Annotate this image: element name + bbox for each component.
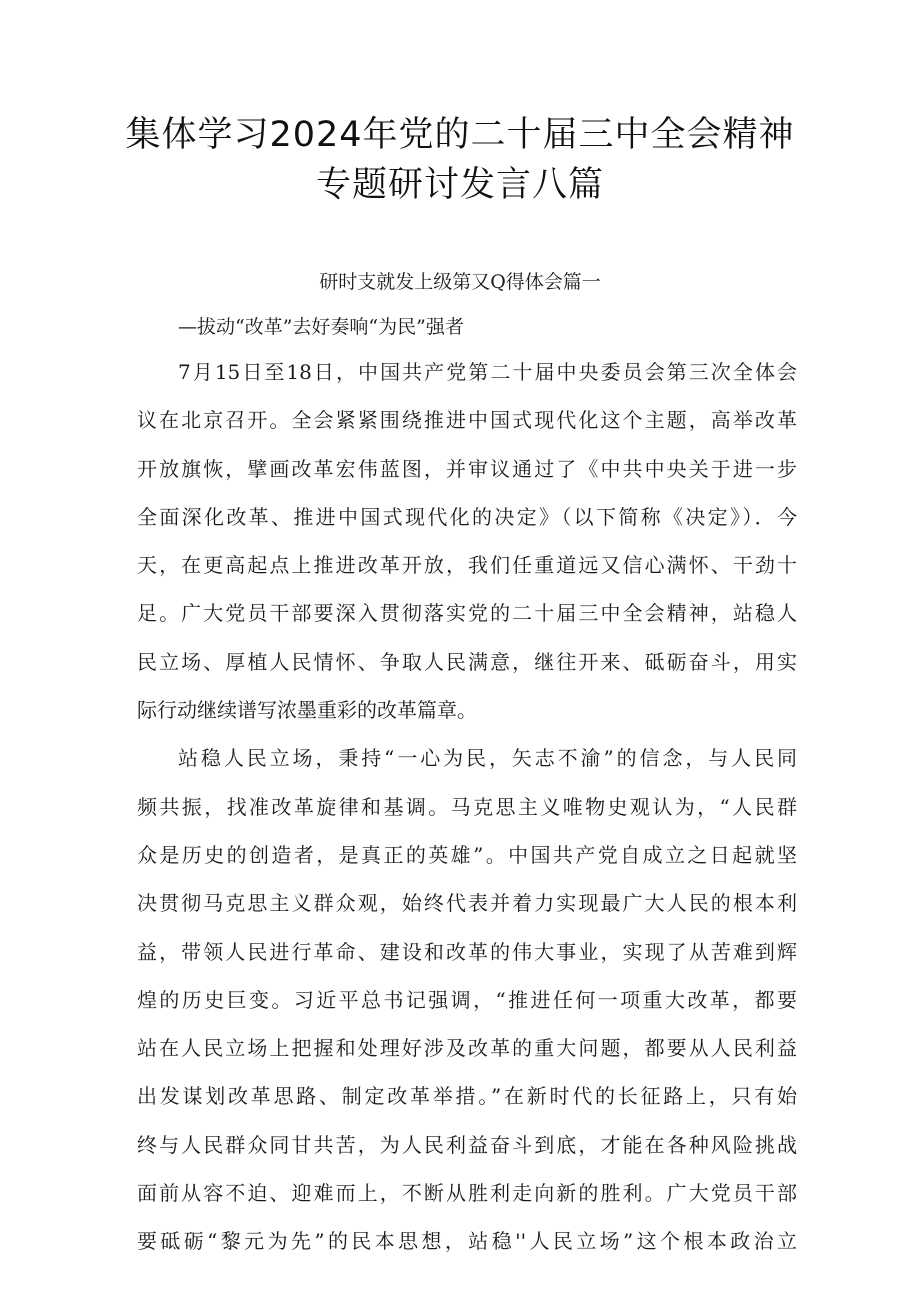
text-line: 民立场、厚植人民情怀、争取人民满意，继往开来、砥砺奋斗，用实: [137, 649, 797, 674]
text-line: 频共振，找准改革旋律和基调。马克思主义唯物史观认为，“人民群: [137, 794, 797, 819]
text-line: 足。广大党员干部要深入贯彻落实党的二十届三中全会精神，站稳人: [137, 601, 797, 626]
title-line-2: 专题研讨发言八篇: [315, 165, 604, 205]
text-line: 益，带领人民进行革命、建设和改革的伟大事业，实现了从苦难到辉: [137, 939, 797, 964]
text-line: 众是历史的创造者，是真正的英雄”。中国共产党自成立之日起就坚: [137, 842, 797, 867]
text-line: 7月15日至18日，中国共产党第二十届中央委员会第三次全体会: [178, 360, 797, 384]
paragraph-1: [137, 353, 797, 739]
text-line: 决贯彻马克思主义群众观，始终代表并着力实现最广大人民的根本利: [137, 891, 797, 916]
title-line-1: 集体学习2024年党的二十届三中全会精神: [125, 115, 795, 155]
text-line: 煌的历史巨变。习近平总书记强调，“推进任何一项重大改革，都要: [137, 987, 797, 1012]
text-line: 开放旗恢，擘画改革宏伟蓝图，并审议通过了《中共中央关于进一步: [137, 456, 797, 481]
text-line: 站在人民立场上把握和处理好涉及改革的重大问题，都要从人民利益: [137, 1036, 797, 1061]
text-line: 出发谋划改革思路、制定改革举措。”在新时代的长征路上，只有始: [137, 1084, 797, 1109]
text-line: 全面深化改革、推进中国式现代化的决定》（以下简称《决定》）．今: [137, 504, 797, 529]
text-line: 要砥砺“黎元为先”的民本思想，站稳''人民立场”这个根本政治立: [137, 1229, 797, 1254]
text-line: 议在北京召开。全会紧紧围绕推进中国式现代化这个主题，高举改革: [137, 408, 797, 433]
text-line: 站稳人民立场，秉持“一心为民，矢志不渝”的信念，与人民同: [178, 746, 797, 771]
article-subtitle: 研时支就发上级第又Q得体会篇一: [319, 271, 601, 293]
article-tagline: —拔动“改革”去好奏响“为民”强者: [178, 316, 464, 338]
text-line: 天，在更高起点上推进改革开放，我们任重道远又信心满怀、干劲十: [137, 553, 797, 578]
text-line: 面前从容不迫、迎难而上，不断从胜利走向新的胜利。广大党员干部: [137, 1181, 797, 1206]
text-line: 际行动继续谱写浓墨重彩的改革篇章。: [137, 698, 477, 723]
paragraph-2: [137, 739, 797, 1270]
text-line: 终与人民群众同甘共苦，为人民利益奋斗到底，才能在各种风险挑战: [137, 1132, 797, 1157]
article-body: [137, 353, 797, 1271]
document-title: [0, 110, 920, 210]
